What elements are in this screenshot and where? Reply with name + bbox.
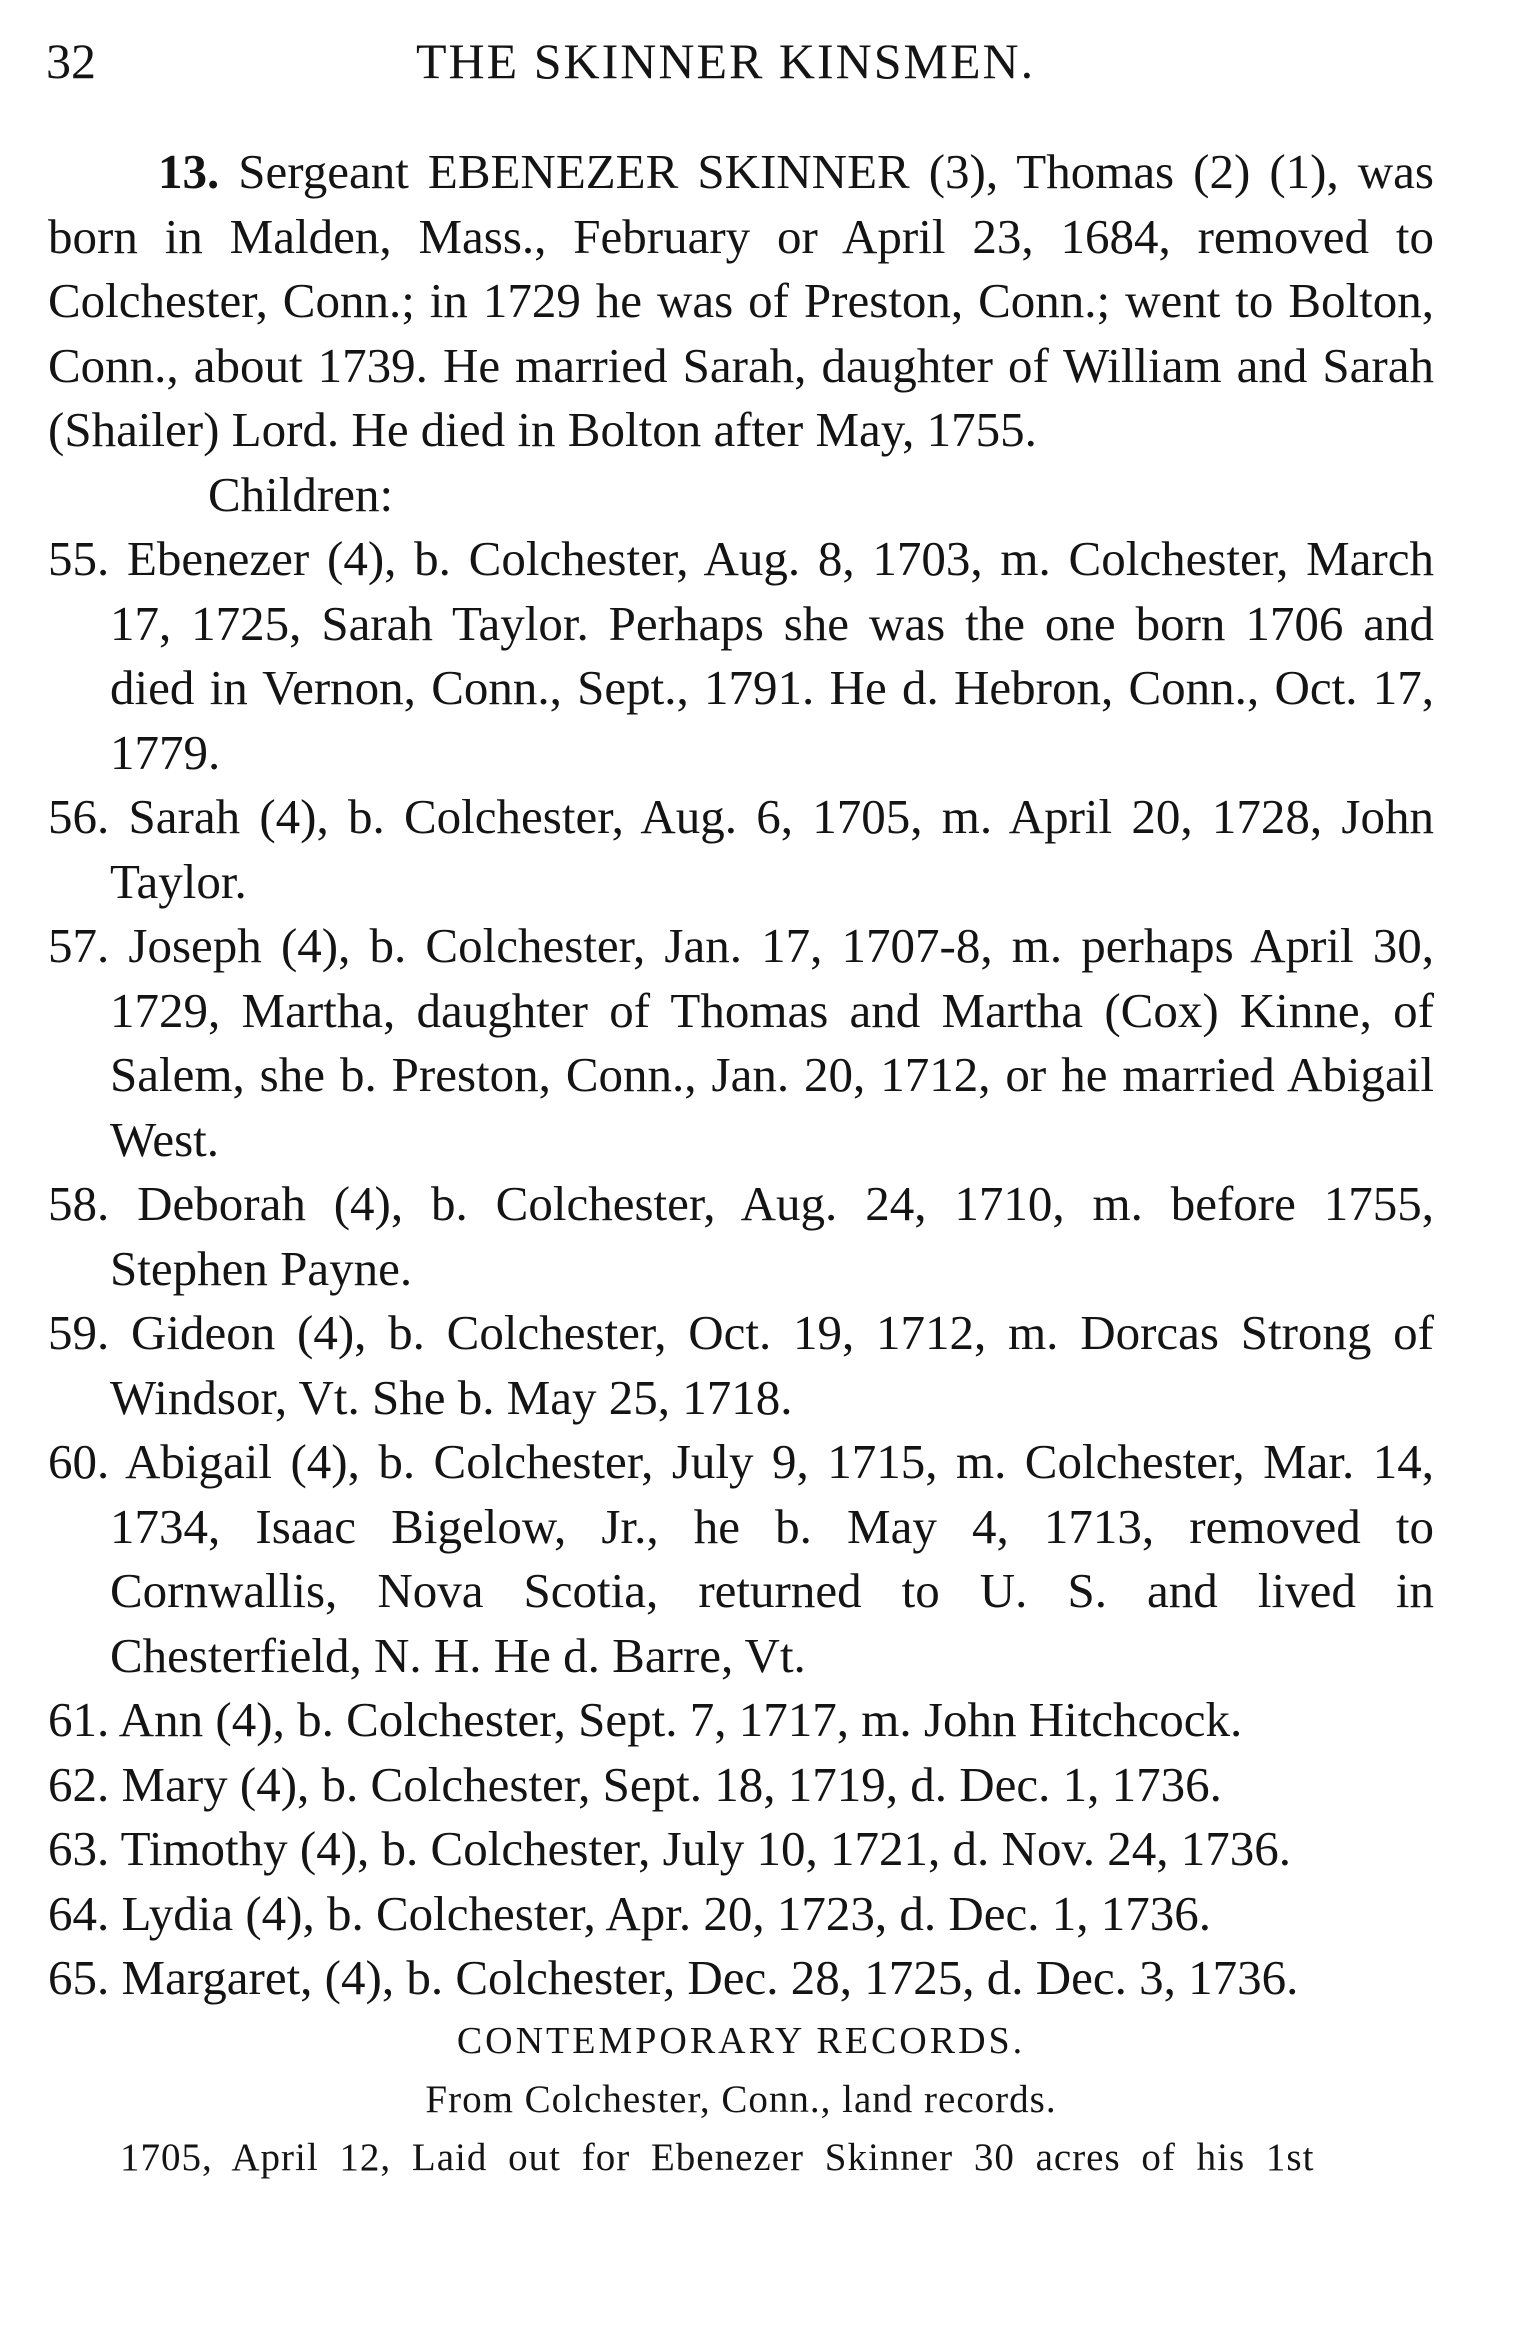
children-heading: Children: [208,466,394,522]
child-entry-61: 61. Ann (4), b. Colchester, Sept. 7, 1717, m. John Hitchcock. [48,1692,1243,1747]
child-entry-64: 64. Lydia (4), b. Colchester, Apr. 20, 1723, d. Dec. 1, 1736. [48,1885,1211,1941]
child-entry-65: 65. Margaret, (4), b. Colchester, Dec. 28, 1725, d. Dec. 3, 1736. [48,1950,1299,2005]
running-head: THE SKINNER KINSMEN. [416,33,1036,89]
child-entry-63: 63. Timothy (4), b. Colchester, July 10, 1721, d. Nov. 24, 1736. [48,1821,1292,1876]
main-entry-number: 13. [158,144,220,199]
record-line: 1705, April 12, Laid out for Ebenezer Skinner 30 acres of his 1st [120,2135,1315,2179]
child-entry-59: 59. Gideon (4), b. Colchester, Oct. 19, 1712, m. Dorcas Strong of Windsor, Vt. She b. May 25, 1718. [48,1305,1434,1425]
page-header [46,26,1476,96]
main-entry-text: Sergeant EBENEZER SKINNER (3), Thomas (2) (1), was born in Malden, Mass., February or April 23, 1684, removed to Colchester, Conn.; in 1729 he was of Preston, Conn.; went to Bolton, Conn., about 1739. He married Sarah, daughter of William and Sarah (Shailer) Lord. He died in Bolton after May, 1755. [48,144,1434,457]
records-heading: CONTEMPORARY RECORDS. [456,2019,1026,2062]
records-source: From Colchester, Conn., land records. [425,2077,1057,2121]
child-entry-57: 57. Joseph (4), b. Colchester, Jan. 17, 1707-8, m. perhaps April 30, 1729, Martha, daughter of Thomas and Martha (Cox) Kinne, of Salem, she b. Preston, Conn., Jan. 20, 1712, or he married Abigail West. [48,918,1434,1167]
main-entry [48,140,1434,463]
child-entry-58: 58. Deborah (4), b. Colchester, Aug. 24, 1710, m. before 1755, Stephen Payne. [48,1176,1434,1296]
page-number: 32 [46,33,96,89]
child-entry-55: 55. Ebenezer (4), b. Colchester, Aug. 8, 1703, m. Colchester, March 17, 1725, Sarah Taylor. Perhaps she was the one born 1706 and died in Vernon, Conn., Sept., 1791. He d. Hebron, Conn., Oct. 17, 1779. [48,531,1434,780]
child-entry-56: 56. Sarah (4), b. Colchester, Aug. 6, 1705, m. April 20, 1728, John Taylor. [48,789,1434,909]
children-list [48,527,1434,2011]
child-entry-60: 60. Abigail (4), b. Colchester, July 9, 1715, m. Colchester, Mar. 14, 1734, Isaac Bigelow, Jr., he b. May 4, 1713, removed to Cornwallis, Nova Scotia, returned to U. S. and lived in Chesterfield, N. H. He d. Barre, Vt. [48,1434,1434,1683]
child-entry-62: 62. Mary (4), b. Colchester, Sept. 18, 1719, d. Dec. 1, 1736. [48,1756,1222,1812]
genealogy-text [48,140,1434,2187]
